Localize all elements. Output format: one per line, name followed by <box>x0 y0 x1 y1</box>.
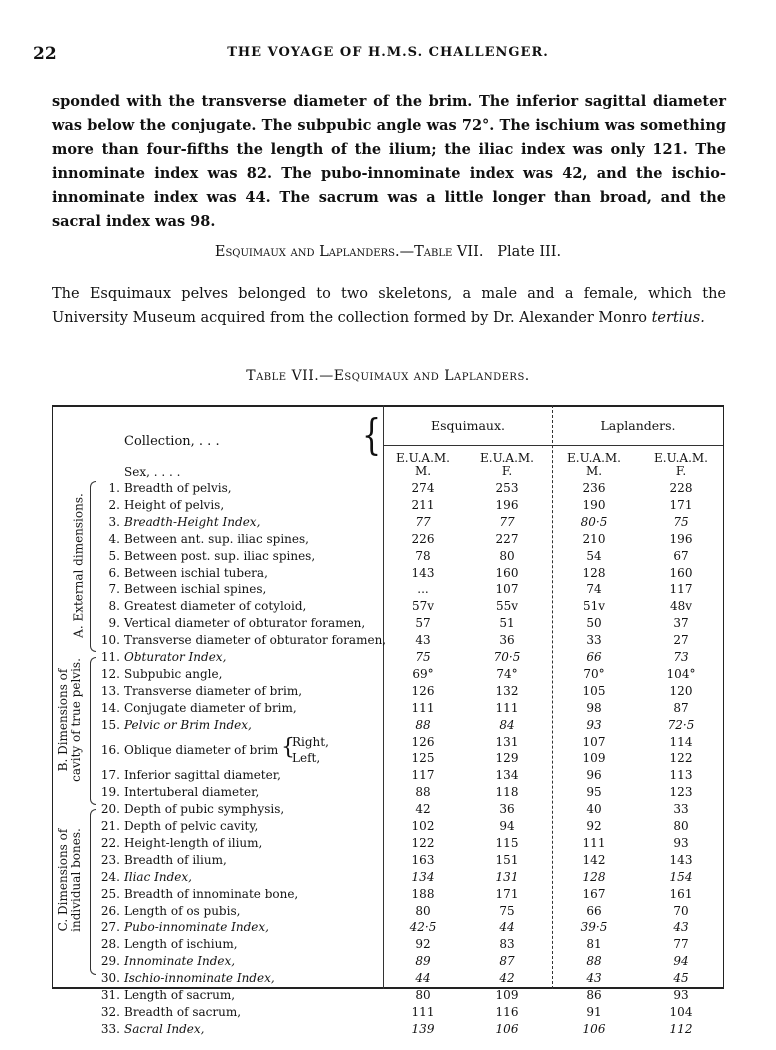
table-cell: 66 <box>586 650 602 664</box>
row-label: Length of ischium, <box>124 937 238 952</box>
table-cell: 122 <box>411 835 435 850</box>
table-cell: 167 <box>582 886 606 901</box>
row-number: 4. <box>108 531 120 546</box>
table-cell: 74° <box>496 666 518 681</box>
row-label: Height of pelvis, <box>124 497 225 512</box>
table-cell: 78 <box>415 548 431 563</box>
table-cell: 33 <box>586 633 602 648</box>
table-cell: 88 <box>586 954 602 969</box>
table-cell: 57v <box>411 599 435 614</box>
table-cell: 107 <box>582 734 606 749</box>
table-cell: 105 <box>582 683 606 698</box>
table-cell: 96 <box>586 768 602 783</box>
table-cell: 55v <box>495 599 519 614</box>
table-cell: 117 <box>669 582 693 597</box>
table-title-rest: —Esquimaux and Laplanders. <box>319 368 530 384</box>
oblique-brace: { <box>281 734 295 760</box>
row-label: Subpubic angle, <box>124 666 223 681</box>
row-label: Between ischial tubera, <box>124 565 268 580</box>
table-cell: 80 <box>415 988 431 1002</box>
column-header <box>392 452 454 478</box>
table-cell: 77 <box>499 514 515 529</box>
table-cell: 43 <box>415 633 431 648</box>
row-label: Breadth-Height Index, <box>124 514 261 529</box>
running-title: THE VOYAGE OF H.M.S. CHALLENGER. <box>227 45 549 60</box>
table-cell: 42 <box>499 971 515 986</box>
row-number: 30. <box>100 971 120 986</box>
oblique-right-label: Right, <box>292 734 329 749</box>
section-heading-title: Esquimaux and Laplanders.—Table <box>214 244 453 260</box>
table-divider <box>552 405 553 989</box>
page-number: 22 <box>33 44 57 64</box>
table-cell: 128 <box>582 565 606 580</box>
table-cell: 113 <box>669 768 693 783</box>
column-collection: E.U.A.M. <box>396 451 450 465</box>
table-cell: 143 <box>669 852 693 867</box>
table-cell: 83 <box>499 937 515 952</box>
table-cell: 236 <box>582 481 606 495</box>
table-cell: 54 <box>586 548 602 563</box>
table-cell: 160 <box>495 565 519 580</box>
section-label-b <box>57 645 83 795</box>
table-cell: 211 <box>411 497 435 512</box>
row-label: Between post. sup. iliac spines, <box>124 548 316 563</box>
row-label: Pubo-innominate Index, <box>124 920 269 935</box>
row-label: Oblique diameter of brim <box>124 742 279 757</box>
row-number: 13. <box>100 683 120 698</box>
row-number: 11. <box>100 650 120 664</box>
row-number: 31. <box>100 988 120 1002</box>
paragraph-intro <box>52 282 726 330</box>
row-label: Greatest diameter of cotyloid, <box>124 599 307 614</box>
row-number: 25. <box>100 886 120 901</box>
table-cell: 161 <box>669 886 693 901</box>
table-cell: 75 <box>499 903 515 918</box>
table-cell: 44 <box>415 971 431 986</box>
row-number: 2. <box>108 497 120 512</box>
row-number: 10. <box>100 633 120 648</box>
section-label-b-line1: B. Dimensions of <box>56 668 70 772</box>
table-cell: 114 <box>669 734 693 749</box>
table-cell: 39·5 <box>580 920 608 935</box>
row-label: Breadth of sacrum, <box>124 1004 242 1019</box>
table-cell: 70·5 <box>493 650 521 664</box>
table-cell: 128 <box>582 869 606 884</box>
group-header-esquimaux: Esquimaux. <box>431 418 505 433</box>
row-label: Between ant. sup. iliac spines, <box>124 531 309 546</box>
table-cell: 171 <box>495 886 519 901</box>
table-cell: 116 <box>495 1004 519 1019</box>
oblique-left-label: Left, <box>292 751 321 766</box>
group-brace-c <box>90 809 96 975</box>
section-label-a: A. External dimensions. <box>71 493 86 638</box>
table-cell: 115 <box>495 835 519 850</box>
table-cell: 72·5 <box>667 717 695 732</box>
row-label: Intertuberal diameter, <box>124 785 260 800</box>
table-cell: 104 <box>669 1004 693 1019</box>
table-cell: 196 <box>669 531 693 546</box>
table-cell: 36 <box>499 633 515 648</box>
table-cell: 109 <box>582 751 606 766</box>
table-cell: 36 <box>499 802 515 817</box>
table-cell: 73 <box>673 650 689 664</box>
table-cell: 120 <box>669 683 693 698</box>
table-cell: 94 <box>499 819 515 833</box>
table-cell: 111 <box>495 700 519 715</box>
table-cell: 37 <box>673 616 689 631</box>
column-sex: M. <box>414 464 432 478</box>
table-divider <box>383 405 384 989</box>
row-label: Iliac Index, <box>124 869 192 884</box>
row-label: Transverse diameter of brim, <box>124 683 303 698</box>
row-number: 28. <box>100 937 120 952</box>
row-number: 8. <box>108 599 120 614</box>
table-cell: 196 <box>495 497 519 512</box>
table-cell: 151 <box>495 852 519 867</box>
table-cell: 274 <box>411 481 435 495</box>
row-number: 27. <box>100 920 120 935</box>
paragraph-continued: sponded with the transverse diameter of the brim. The inferior sagittal diameter was below the conjugate. The subpubic angle was 72°. The ischium was something more than four-fifths the length of the ilium; the iliac index was only 121. The innominate index was 82. The pubo-innominate index was 42, and the ischio-innominate index was 44. The sacrum was a little longer than broad, and the sacral index was 98. <box>52 93 726 230</box>
table-cell: 109 <box>495 988 519 1002</box>
row-number: 22. <box>100 835 120 850</box>
table-cell: 91 <box>586 1004 602 1019</box>
table-cell: 89 <box>415 954 431 969</box>
row-number: 14. <box>100 700 120 715</box>
group-brace-a <box>90 481 96 652</box>
table-cell: 87 <box>499 954 515 969</box>
row-label: Ischio-innominate Index, <box>124 971 275 986</box>
table-cell: 107 <box>495 582 519 597</box>
sex-label: Sex, . . . . <box>124 465 181 479</box>
row-number: 29. <box>100 954 120 969</box>
table-cell: 50 <box>586 616 602 631</box>
table-cell: 123 <box>669 785 693 800</box>
row-label: Breadth of ilium, <box>124 852 227 867</box>
row-label: Conjugate diameter of brim, <box>124 700 297 715</box>
table-cell: 102 <box>411 819 435 833</box>
table-cell: 70 <box>673 903 689 918</box>
table-cell: 125 <box>411 751 435 766</box>
table-cell: 74 <box>586 582 602 597</box>
table-cell: 80 <box>673 819 689 833</box>
table-cell: 143 <box>411 565 435 580</box>
table-cell: 188 <box>411 886 435 901</box>
paragraph-intro-text: The Esquimaux pelves belonged to two skeletons, a male and a female, which the University Museum acquired from the collection formed by Dr. Alexander Monro <box>52 286 726 326</box>
table-cell: 70° <box>583 666 605 681</box>
table-title <box>0 368 776 384</box>
row-number: 24. <box>100 869 120 884</box>
row-label: Breadth of innominate bone, <box>124 886 299 901</box>
table-title-prefix: Table <box>246 368 287 384</box>
table-cell: 57 <box>415 616 431 631</box>
group-header-laplanders: Laplanders. <box>600 418 676 433</box>
table-cell: 112 <box>669 1021 693 1036</box>
table-cell: 27 <box>673 633 689 648</box>
row-label: Depth of pelvic cavity, <box>124 819 259 833</box>
table-cell: 33 <box>673 802 689 817</box>
row-number: 15. <box>100 717 120 732</box>
row-number: 9. <box>108 616 120 631</box>
table-cell: 210 <box>582 531 606 546</box>
row-label: Depth of pubic symphysis, <box>124 802 285 817</box>
row-number: 1. <box>108 481 120 495</box>
row-label: Vertical diameter of obturator foramen, <box>124 616 366 631</box>
table-cell: 106 <box>495 1021 519 1036</box>
row-number: 6. <box>108 565 120 580</box>
table-cell: 134 <box>495 768 519 783</box>
row-number: 5. <box>108 548 120 563</box>
collection-label: Collection, . . . <box>124 434 220 449</box>
table-cell: 40 <box>586 802 602 817</box>
row-label: Breadth of pelvis, <box>124 481 232 495</box>
table-cell: 45 <box>673 971 689 986</box>
table-cell: 118 <box>495 785 519 800</box>
table-cell: 228 <box>669 481 693 495</box>
row-number: 23. <box>100 852 120 867</box>
table-cell: 117 <box>411 768 435 783</box>
section-heading-plate: Plate III. <box>497 244 562 260</box>
table-cell: 139 <box>411 1021 435 1036</box>
table-cell: 80 <box>499 548 515 563</box>
paragraph-intro-italic: tertius. <box>651 310 705 326</box>
row-number: 12. <box>100 666 120 681</box>
table-cell: 171 <box>669 497 693 512</box>
row-label: Length of sacrum, <box>124 988 236 1002</box>
table-cell: 88 <box>415 717 431 732</box>
table-cell: 92 <box>415 937 431 952</box>
table-cell: 51 <box>499 616 515 631</box>
table-cell: 106 <box>582 1021 606 1036</box>
row-label: Transverse diameter of obturator foramen, <box>124 633 387 648</box>
row-label: Height-length of ilium, <box>124 835 263 850</box>
table-cell: 88 <box>415 785 431 800</box>
table-cell: 226 <box>411 531 435 546</box>
table-cell: 98 <box>586 700 602 715</box>
table-cell: 131 <box>495 734 519 749</box>
table-title-number: VII. <box>291 368 320 384</box>
row-number: 33. <box>100 1021 120 1036</box>
table-cell: 126 <box>411 734 435 749</box>
table-cell: 86 <box>586 988 602 1002</box>
table-cell: 111 <box>582 835 606 850</box>
table-cell: 69° <box>412 666 434 681</box>
row-label: Innominate Index, <box>124 954 236 969</box>
table-cell: 75 <box>673 514 689 529</box>
table-cell: 80 <box>415 903 431 918</box>
table-cell: 95 <box>586 785 602 800</box>
row-number: 26. <box>100 903 120 918</box>
table-cell: 43 <box>673 920 689 935</box>
row-number: 16. <box>100 742 120 757</box>
collection-brace: { <box>362 411 382 460</box>
table-cell: 93 <box>673 835 689 850</box>
table-cell: 142 <box>582 852 606 867</box>
column-collection: E.U.A.M. <box>567 451 621 465</box>
table-cell: 66 <box>586 903 602 918</box>
table-cell: 93 <box>586 717 602 732</box>
table-cell: 80·5 <box>580 514 608 529</box>
row-label: Inferior sagittal diameter, <box>124 768 281 783</box>
table-cell: 93 <box>673 988 689 1002</box>
table-cell: 75 <box>415 650 431 664</box>
table-cell: 51v <box>582 599 606 614</box>
column-collection: E.U.A.M. <box>480 451 534 465</box>
table-cell: 190 <box>582 497 606 512</box>
table-cell: 94 <box>673 954 689 969</box>
section-heading-table-no: VII. <box>456 244 484 260</box>
group-brace-b <box>90 657 96 805</box>
table-cell: 77 <box>415 514 431 529</box>
table-cell: 160 <box>669 565 693 580</box>
table-cell: 77 <box>673 937 689 952</box>
table-cell: 104° <box>666 666 696 681</box>
row-label: Obturator Index, <box>124 650 227 664</box>
section-label-b-line2: cavity of true pelvis. <box>69 658 83 782</box>
column-sex: F. <box>675 464 687 478</box>
section-label-c <box>57 805 83 955</box>
column-header <box>650 452 712 478</box>
row-number: 7. <box>108 582 120 597</box>
table-cell: 42·5 <box>409 920 437 935</box>
section-label-c-line2: individual bones. <box>69 828 83 932</box>
table-cell: 87 <box>673 700 689 715</box>
table-cell: 154 <box>669 869 693 884</box>
table-cell: 227 <box>495 531 519 546</box>
column-sex: M. <box>585 464 603 478</box>
table-cell: 126 <box>411 683 435 698</box>
row-label: Between ischial spines, <box>124 582 267 597</box>
row-number: 21. <box>100 819 120 833</box>
table-cell: 129 <box>495 751 519 766</box>
column-header <box>476 452 538 478</box>
table-cell: 122 <box>669 751 693 766</box>
column-collection: E.U.A.M. <box>654 451 708 465</box>
row-number: 20. <box>100 802 120 817</box>
table-cell: 42 <box>415 802 431 817</box>
table-cell: ... <box>417 582 429 597</box>
column-header <box>563 452 625 478</box>
table-cell: 43 <box>586 971 602 986</box>
table-cell: 132 <box>495 683 519 698</box>
row-label: Pelvic or Brim Index, <box>124 717 252 732</box>
row-number: 32. <box>100 1004 120 1019</box>
header-rule <box>384 445 723 446</box>
column-sex: F. <box>501 464 513 478</box>
row-number: 3. <box>108 514 120 529</box>
table-cell: 67 <box>673 548 689 563</box>
table-cell: 92 <box>586 819 602 833</box>
table-cell: 131 <box>495 869 519 884</box>
table-cell: 111 <box>411 1004 435 1019</box>
table-cell: 253 <box>495 481 519 495</box>
section-heading <box>0 244 776 260</box>
table-cell: 44 <box>499 920 515 935</box>
row-label: Length of os pubis, <box>124 903 241 918</box>
table-cell: 163 <box>411 852 435 867</box>
table-cell: 81 <box>586 937 602 952</box>
table-cell: 48v <box>669 599 693 614</box>
row-number: 19. <box>100 785 120 800</box>
table-cell: 134 <box>411 869 435 884</box>
section-label-c-line1: C. Dimensions of <box>56 828 70 932</box>
table-cell: 111 <box>411 700 435 715</box>
row-number: 17. <box>100 768 120 783</box>
table-cell: 84 <box>499 717 515 732</box>
row-label: Sacral Index, <box>124 1021 205 1036</box>
